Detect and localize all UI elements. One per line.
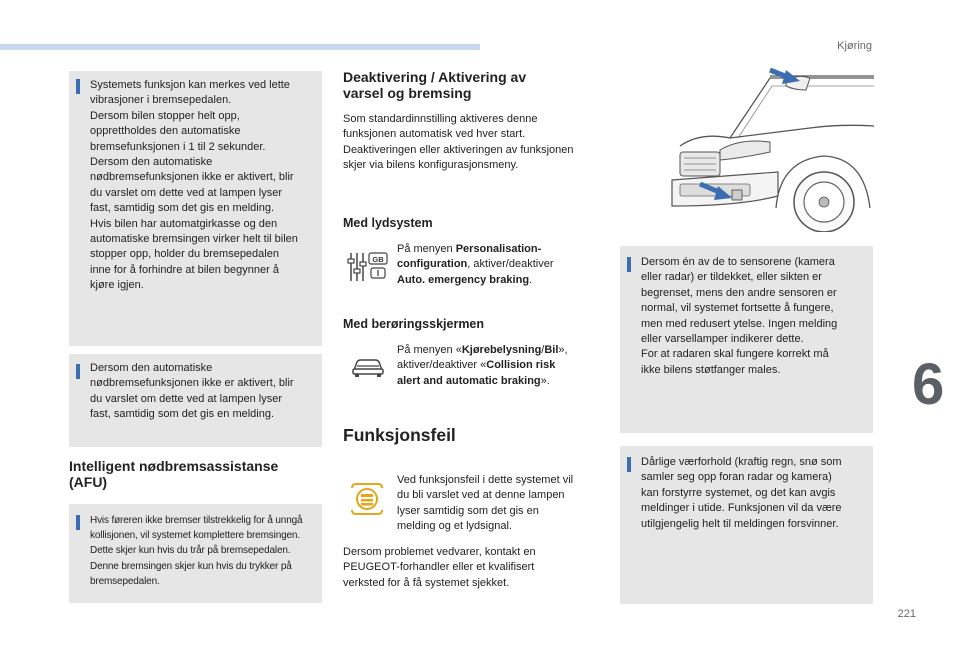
note-line: inne for å forhindre at bilen begynner å [90,263,279,276]
note-line: kollisjonen, vil systemet komplettere bremsingen. [90,530,300,542]
touchscreen-text: På menyen «Kjørebelysning/Bil», aktiver/deaktiver «Collision risk alert and automatic braking». [397,344,568,387]
note-line: utilgjengelig helt til meldingen forsvinner. [641,517,839,530]
note-line: begrenset, mens den andre sensoren er [641,286,837,299]
note-line: automatiske bremsingen virker helt til bilen [90,233,298,246]
deactivation-heading: Deaktivering / Aktivering av varsel og bremsing [343,69,527,101]
info-marker-icon [76,515,80,530]
note-line: meldinger i utide. Funksjonen vil da være [641,502,842,515]
note-line: Dersom bilen stopper helt opp, [90,109,240,122]
note-line: eller varsellamper indikerer dette. [641,333,804,346]
note-line: Systemets funksjon kan merkes ved lette [90,79,290,91]
info-marker-icon [627,257,631,272]
gb-label: GB [372,255,384,264]
sound-system-text: På menyen Personalisation- configuration, aktiver/deaktiver Auto. emergency braking. [397,243,554,286]
fault-text: Dersom problemet vedvarer, kontakt en PEUGEOT-forhandler eller et kvalifisert verksted for å få systemet sjekket. [343,546,536,589]
note-line: opprettholdes den automatiske [90,125,241,138]
note-line: fast, samtidig som det gis en melding. [90,408,275,421]
note-line: normal, vil systemet fortsette å fungere, [641,302,834,315]
note-line: fast, samtidig som det gis en melding. [90,202,275,215]
note-box-afu [69,504,322,603]
note-line: Denne bremsingen skjer kun hvis du trykker på [90,560,292,572]
chapter-number: 6 [912,352,945,417]
note-line: Dersom den automatiske [90,362,213,374]
fault-heading: Funksjonsfeil [343,425,456,445]
note-box-sensors [620,246,873,433]
info-marker-icon [76,79,80,94]
vehicle-front-illustration [620,68,874,232]
chapter-title: Kjøring [837,40,872,52]
note-box-function [69,71,322,346]
note-line: For at radaren skal fungere korrekt må [641,348,829,361]
sound-system-heading: Med lydsystem [343,216,433,230]
note-line: eller radar) er tildekket, eller sikten er [641,271,822,284]
info-marker-icon [76,364,80,379]
note-line: vibrasjoner i bremsepedalen. [90,94,232,107]
note-line: bremsepedalen. [90,575,160,587]
deactivation-text: Som standardinnstilling aktiveres denne funksjonen automatisk ved hver start. Deaktiveringen eller aktiveringen av funksjonen skjer via bilens konfigurasjonsmeny. [343,113,574,172]
page-number: 221 [897,608,916,620]
note-line: bremsefunksjonen i 1 til 2 sekunder. [90,140,266,153]
top-decorative-bar [0,44,480,50]
touchscreen-heading: Med berøringsskjermen [343,317,485,331]
info-marker-icon [627,457,631,472]
note-line: nødbremsefunksjonen ikke er aktivert, blir [90,171,294,184]
note-line: Dersom den automatiske [90,156,213,169]
afu-heading: Intelligent nødbremsassistanse (AFU) [69,458,279,490]
note-line: men med redusert ytelse. Ingen melding [641,317,838,330]
note-line: kan forstyrre systemet, og det kan avgis [641,486,836,499]
vehicle-icon [351,356,385,378]
note-line: ikke bilens støtfanger males. [641,363,781,376]
note-line: du varslet om dette ved at lampen lyser [90,392,282,405]
note-box-weather [620,446,873,604]
note-line: samler seg opp foran radar og kamera) [641,471,832,484]
note-line: du varslet om dette ved at lampen lyser [90,186,282,199]
note-line: stopper opp, holder du bremsepedalen [90,248,279,261]
fault-lamp-text: Ved funksjonsfeil i dette systemet vil du bli varslet ved at denne lampen lyser samtidig som det gis en melding og et lydsignal. [397,474,574,533]
note-line: Hvis føreren ikke bremser tilstrekkelig for å unngå [90,515,303,526]
note-line: Hvis bilen har automatgirkasse og den [90,217,278,230]
note-line: nødbremsefunksjonen ikke er aktivert, blir [90,377,294,390]
note-line: Dette skjer kun hvis du trår på bremsepedalen. [90,545,291,557]
note-line: Dårlige værforhold (kraftig regn, snø som [641,456,842,468]
note-line: Dersom én av de to sensorene (kamera [641,256,835,268]
note-line: kjøre igjen. [90,279,144,292]
collision-warning-lamp-icon [348,480,386,518]
note-box-warning-lamp [69,354,322,447]
audio-settings-icon [347,247,391,287]
